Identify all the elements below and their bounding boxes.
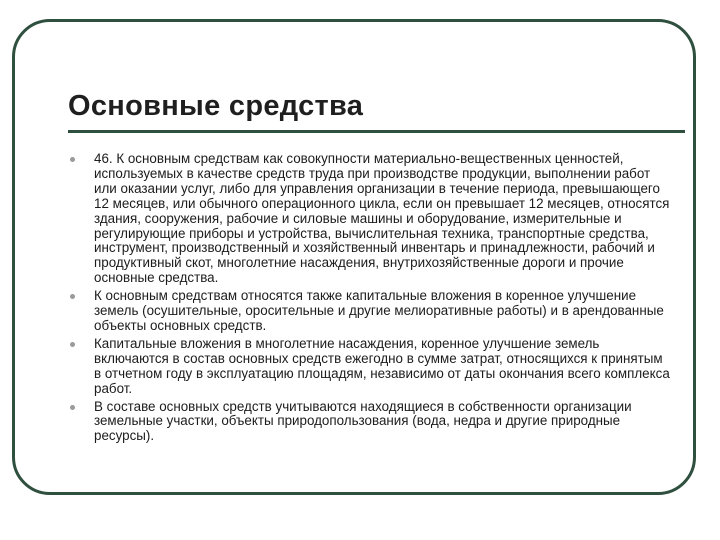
bullet-dot-icon [70,342,75,347]
list-item [70,337,670,397]
bullet-text: К основным средствам относятся также капитальные вложения в коренное улучшение земель (осушительные, оросительные и другие мелиоративные работы) и в арендованные объекты основных средств. [94,288,664,333]
bullet-text: 46. К основным средствам как совокупности материально-вещественных ценностей, используемых в качестве средств труда при производстве продукции, выполнении работ или оказании услуг, либо для управления организации в течение периода, превышающего 12 месяцев, или обычного операционного цикла, если он превышает 12 месяцев, относятся здания, сооружения, рабочие и силовые машины и оборудование, измерительные и регулирующие приборы и устройства, вычислительная техника, транспортные средства, инструмент, производственный и хозяйственный инвентарь и принадлежности, рабочий и продуктивный скот, многолетние насаждения, внутрихозяйственные дороги и прочие основные средства. [94,151,670,286]
list-item [70,289,670,334]
list-item [70,400,670,445]
list-item [70,152,670,286]
bullet-dot-icon [70,157,75,162]
bullet-text: В составе основных средств учитываются находящиеся в собственности организации земельные участки, объекты природопользования (вода, недра и другие природные ресурсы). [94,398,632,444]
bullet-list [70,152,670,447]
slide-title: Основные средства [68,90,364,122]
bullet-dot-icon [70,405,75,410]
bullet-text: Капитальные вложения в многолетние насаждения, коренное улучшение земель включаются в состав основных средств ежегодно в сумме затрат, относящихся к принятым в отчетном году в эксплуатацию площадям, независимо от даты окончания всего комплекса работ. [94,335,670,396]
title-divider [68,130,685,133]
bullet-dot-icon [70,294,75,299]
